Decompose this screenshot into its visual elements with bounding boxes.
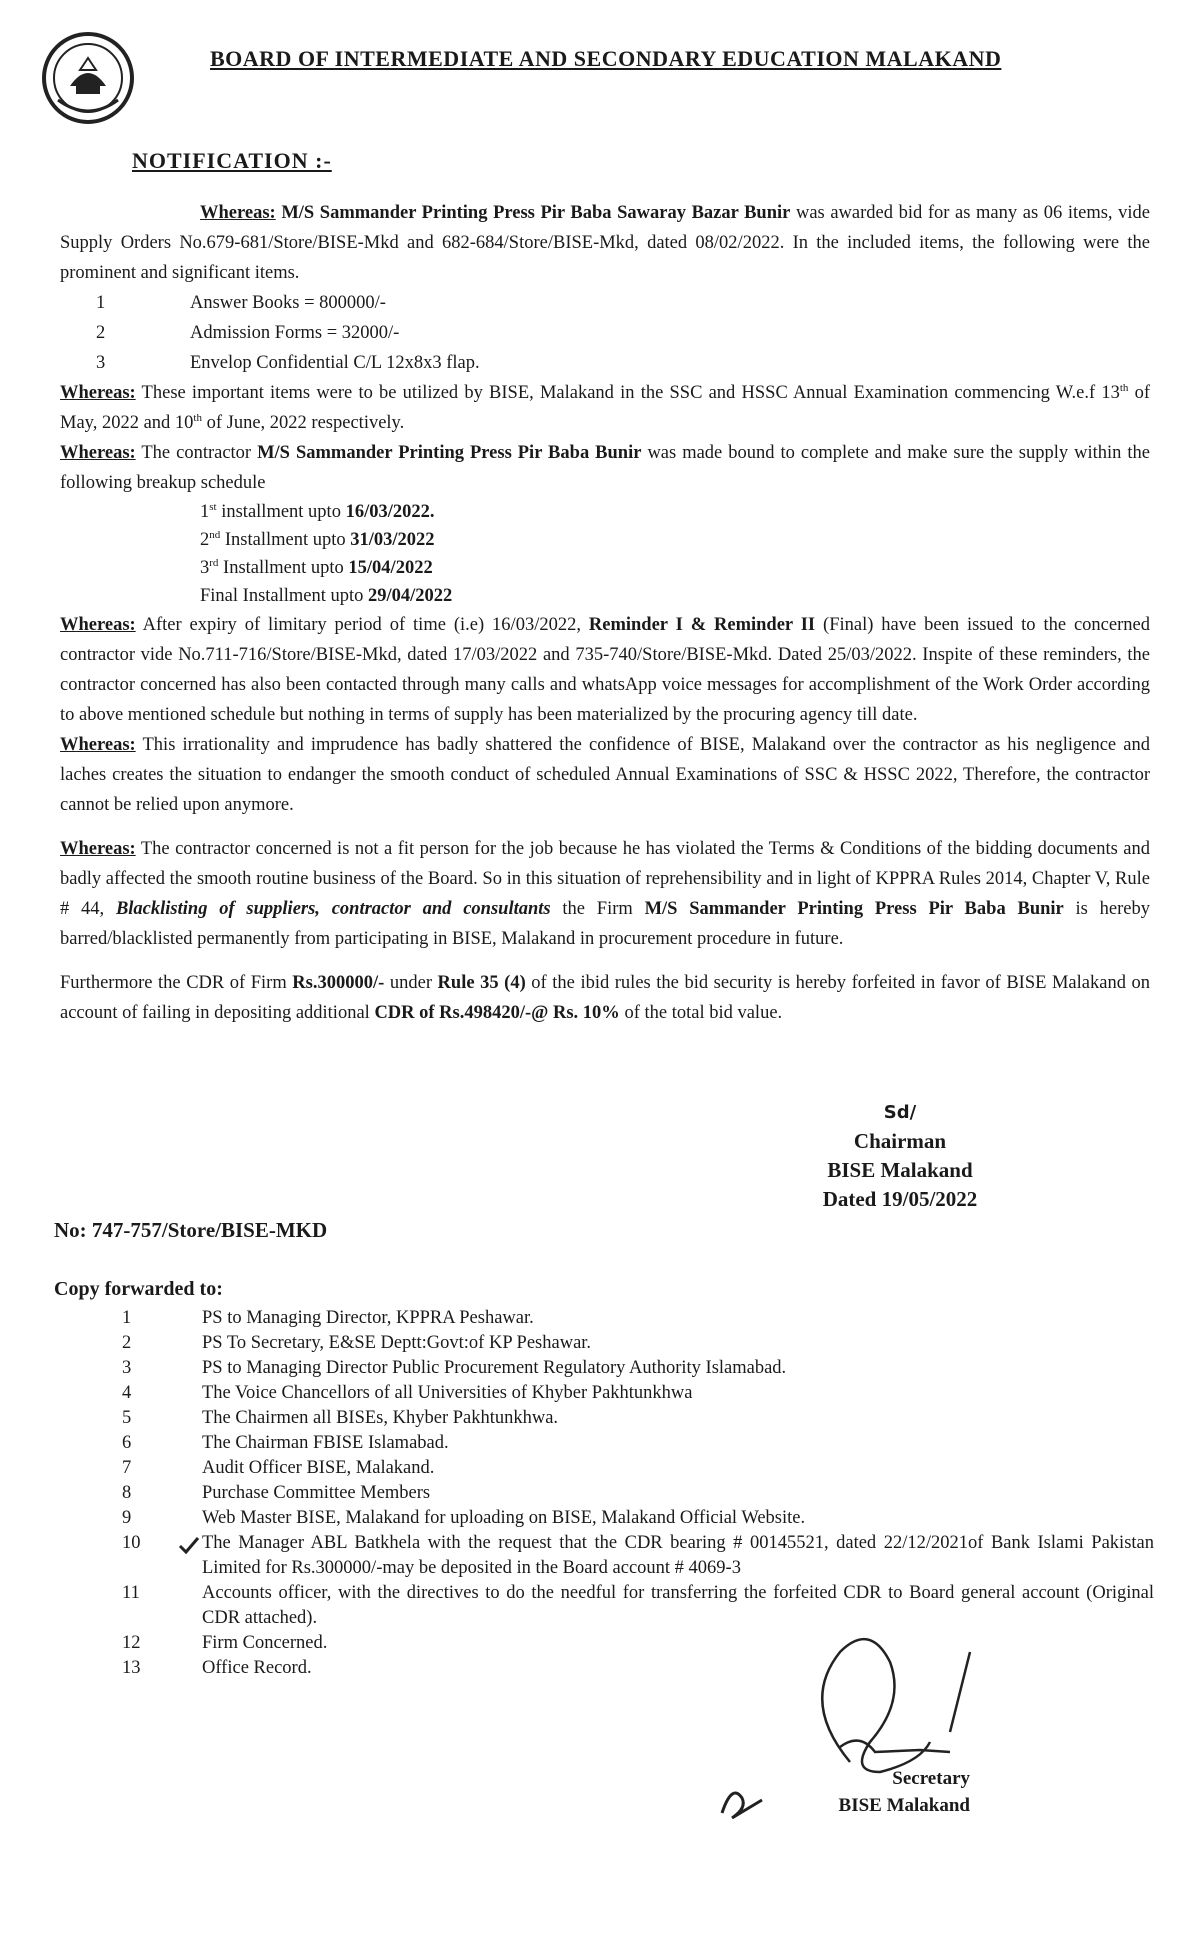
list-item: 5 The Chairmen all BISEs, Khyber Pakhtunkhwa.	[122, 1408, 559, 1428]
chairman-designation: Chairman	[853, 1129, 947, 1153]
list-item: 2 PS To Secretary, E&SE Deptt:Govt:of KP Peshawar.	[122, 1333, 592, 1353]
check-mark-icon	[178, 1535, 200, 1555]
firm-name: M/S Sammander Printing Press Pir Baba Bunir	[257, 443, 642, 463]
installment-schedule	[60, 498, 1150, 610]
secretary-designation: Secretary	[892, 1768, 970, 1789]
letterhead	[40, 30, 1160, 130]
initial-mark-icon	[712, 1778, 772, 1828]
secretary-block	[770, 1765, 970, 1819]
paragraph-award	[60, 198, 1150, 288]
list-item: 1 PS to Managing Director, KPPRA Peshawar.	[122, 1308, 534, 1328]
chairman-signature-block	[780, 1098, 1020, 1214]
list-item: 7 Audit Officer BISE, Malakand.	[122, 1458, 435, 1478]
list-item: 8 Purchase Committee Members	[122, 1483, 431, 1503]
firm-name: M/S Sammander Printing Press Pir Baba Bunir	[644, 899, 1064, 919]
paragraph-blacklisting: Whereas: The contractor concerned is not a fit person for the job because he has violated the Terms & Conditions of the bidding documents and badly affected the smooth routine business of the Board. So in this situation of reprehensibility and in light of KPPRA Rules 2014, Chapter V, Rule # 44, Blacklisting of suppliers, contractor and consultants the Firm M/S Sammander Printing Press Pir Baba Bunir is hereby barred/blacklisted permanently from participating in BISE, Malakand in procurement procedure in future.	[60, 839, 1150, 949]
paragraph-schedule: Whereas: The contractor M/S Sammander Printing Press Pir Baba Bunir was made bound to complete and make sure the supply within the following breakup schedule	[60, 443, 1150, 493]
paragraph-reminders: Whereas: After expiry of limitary period of time (i.e) 16/03/2022, Reminder I & Reminder II (Final) have been issued to the concerned contractor vide No.711-716/Store/BISE-Mkd, dated 17/03/2022 and 735-740/Store/BISE-Mkd. Dated 25/03/2022. Inspite of these reminders, the contractor concerned has also been contacted through many calls and whatsApp voice messages for accomplishment of the Work Order according to above mentioned schedule but nothing in terms of supply has been materialized by the procuring agency till date.	[60, 615, 1150, 725]
whereas-label: Whereas:	[200, 203, 276, 223]
installment-row: 2nd Installment upto 31/03/2022	[200, 528, 435, 550]
list-item: 12 Firm Concerned.	[122, 1633, 328, 1653]
installment-row: 3rd Installment upto 15/04/2022	[200, 556, 433, 578]
paragraph-cdr-forfeit: Furthermore the CDR of Firm Rs.300000/- under Rule 35 (4) of the ibid rules the bid security is hereby forfeited in favor of BISE Malakand on account of failing in depositing additional CDR of Rs.498420/-@ Rs. 10% of the total bid value.	[60, 973, 1150, 1023]
notification-title: NOTIFICATION :-	[132, 148, 332, 173]
secretary-office: BISE Malakand	[838, 1795, 970, 1816]
sd-mark: Sd/	[883, 1102, 917, 1123]
paragraph-text: was awarded bid for as many as 06 items, vide Supply Orders No.679-681/Store/BISE-Mkd and 682-684/Store/BISE-Mkd, dated 08/02/2022. In the included items, the following were the prominent and significant items.	[60, 203, 1151, 283]
list-item: 4 The Voice Chancellors of all Universities of Khyber Pakhtunkhwa	[122, 1383, 693, 1403]
list-item: 2 Admission Forms = 32000/-	[96, 323, 400, 343]
paragraph-utilization: Whereas: These important items were to be utilized by BISE, Malakand in the SSC and HSSC Annual Examination commencing W.e.f 13th of May, 2022 and 10th of June, 2022 respectively.	[60, 381, 1150, 433]
list-item: 11 Accounts officer, with the directives to do the needful for transferring the forfeited CDR to Board general account (Original CDR attached).	[122, 1583, 1154, 1628]
list-item: 6 The Chairman FBISE Islamabad.	[122, 1433, 449, 1453]
list-item: 9 Web Master BISE, Malakand for uploading on BISE, Malakand Official Website.	[122, 1508, 806, 1528]
reference-number: No: 747-757/Store/BISE-MKD	[54, 1218, 328, 1242]
notification-body	[60, 198, 1150, 1028]
copy-forwarded-title: Copy forwarded to:	[54, 1278, 223, 1300]
chairman-office: BISE Malakand	[827, 1158, 973, 1182]
board-logo-icon	[40, 30, 136, 126]
board-title: BOARD OF INTERMEDIATE AND SECONDARY EDUCATION MALAKAND	[210, 46, 1002, 71]
prominent-items-list	[60, 288, 1150, 378]
installment-row: 1st installment upto 16/03/2022.	[200, 500, 435, 522]
list-item: 1 Answer Books = 800000/-	[96, 293, 386, 313]
installment-row: Final Installment upto 29/04/2022	[200, 586, 453, 606]
firm-name: M/S Sammander Printing Press Pir Baba Sawaray Bazar Bunir	[281, 203, 791, 223]
paragraph-confidence: Whereas: This irrationality and imprudence has badly shattered the confidence of BISE, Malakand over the contractor as his negligence and laches creates the situation to endanger the smooth conduct of scheduled Annual Examinations of SSC & HSSC 2022, Therefore, the contractor cannot be relied upon anymore.	[60, 735, 1150, 815]
list-item: 3 Envelop Confidential C/L 12x8x3 flap.	[96, 353, 480, 373]
list-item: 13 Office Record.	[122, 1658, 312, 1678]
copy-forwarded-list	[54, 1306, 1154, 1681]
notification-date: Dated 19/05/2022	[822, 1187, 978, 1211]
list-item: 10 The Manager ABL Batkhela with the request that the CDR bearing # 00145521, dated 22/12/2021of Bank Islami Pakistan Limited for Rs.300000/-may be deposited in the Board account # 4069-3	[122, 1533, 1154, 1578]
list-item: 3 PS to Managing Director Public Procurement Regulatory Authority Islamabad.	[122, 1358, 787, 1378]
